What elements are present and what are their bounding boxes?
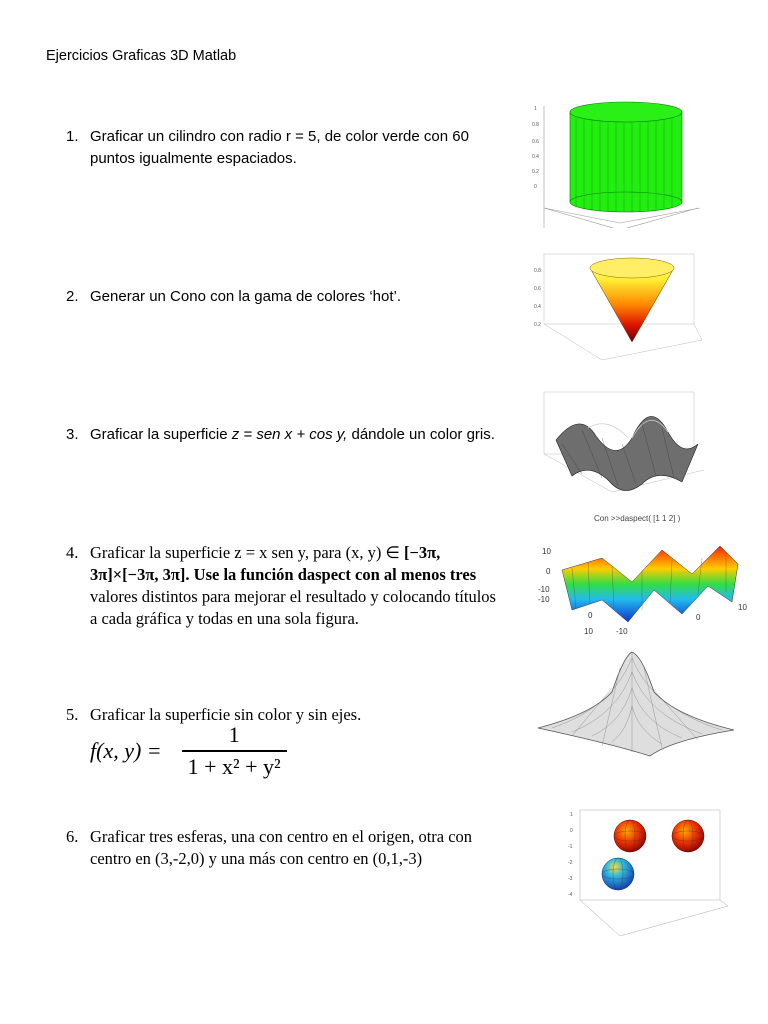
- tick-label: -10: [616, 627, 628, 636]
- svg-text:1: 1: [570, 812, 573, 818]
- svg-text:0: 0: [570, 828, 573, 834]
- bell-surface-plot: [532, 648, 742, 760]
- formula-fraction: [182, 722, 287, 780]
- exercise-text: Graficar un cilindro con radio r = 5, de color verde con 60 puntos igualmente espaciados.: [90, 128, 469, 167]
- exercise-text: Graficar la superficie sin color y sin ejes.: [90, 705, 362, 724]
- tick-label: 10: [542, 547, 551, 556]
- text-post: dándole un color gris.: [347, 426, 495, 443]
- svg-text:0.2: 0.2: [534, 322, 541, 328]
- exercise-number: 6.: [66, 827, 79, 846]
- tick-label: 0: [696, 613, 701, 622]
- equation: z = sen x + cos y,: [231, 426, 348, 443]
- text-b: [−3π, 3π]×[−3π, 3π]. Use la función daspect con al menos tres: [90, 543, 477, 584]
- tick-label: -10: [538, 595, 550, 604]
- svg-text:0.4: 0.4: [532, 154, 539, 160]
- exercise-3: [66, 424, 496, 446]
- exercise-2: [66, 286, 496, 308]
- svg-text:0.4: 0.4: [534, 304, 541, 310]
- exercise-text: [90, 542, 496, 630]
- exercise-1: [66, 126, 496, 170]
- svg-text:0.8: 0.8: [534, 268, 541, 274]
- gray-surface-plot: [532, 388, 712, 508]
- exercise-number: 5.: [66, 705, 79, 724]
- tick-label: 10: [584, 627, 593, 636]
- svg-text:0: 0: [534, 184, 537, 190]
- svg-text:0.8: 0.8: [532, 122, 539, 128]
- svg-text:1: 1: [534, 106, 537, 112]
- tick-label: 0: [588, 611, 593, 620]
- svg-text:-1: -1: [568, 844, 573, 850]
- spheres-plot: [560, 806, 736, 946]
- formula-numerator: 1: [228, 722, 240, 747]
- cone-plot: [532, 250, 712, 375]
- daspect-surface-plot: [532, 530, 768, 640]
- tick-label: 0: [546, 567, 551, 576]
- cylinder-plot: [530, 98, 720, 228]
- svg-text:-4: -4: [568, 892, 573, 898]
- tick-label: 10: [738, 603, 747, 612]
- exercise-text: [90, 424, 496, 446]
- formula: [90, 722, 287, 780]
- exercise-text: Graficar tres esferas, una con centro en el origen, otra con centro en (3,-2,0) y una más con centro en (0,1,-3): [90, 827, 473, 868]
- text-c: valores distintos para mejorar el resultado y colocando títulos a cada gráfica y todas en una sola figura.: [90, 587, 496, 628]
- svg-text:0.6: 0.6: [532, 139, 539, 145]
- exercise-number: 2.: [66, 288, 79, 305]
- tick-label: -10: [538, 585, 550, 594]
- exercise-6: [66, 826, 496, 870]
- svg-text:0.6: 0.6: [534, 286, 541, 292]
- svg-text:-3: -3: [568, 876, 573, 882]
- fraction-bar: [182, 750, 287, 752]
- exercise-number: 1.: [66, 128, 79, 145]
- svg-text:0.2: 0.2: [532, 169, 539, 175]
- text-a: Graficar la superficie z = x sen y, para (x, y) ∈: [90, 543, 404, 562]
- exercise-number: 3.: [66, 426, 79, 443]
- exercise-4: [66, 542, 496, 630]
- formula-lhs: f(x, y) =: [90, 737, 162, 763]
- figure-caption: Con >>daspect( [1 1 2] ): [594, 514, 681, 523]
- text-pre: Graficar la superficie: [90, 426, 232, 443]
- exercise-number: 4.: [66, 543, 79, 562]
- document-title: Ejercicios Graficas 3D Matlab: [46, 48, 237, 64]
- formula-denominator: 1 + x² + y²: [187, 753, 281, 779]
- exercise-text: Generar un Cono con la gama de colores ‘hot’.: [90, 288, 402, 305]
- svg-text:-2: -2: [568, 860, 573, 866]
